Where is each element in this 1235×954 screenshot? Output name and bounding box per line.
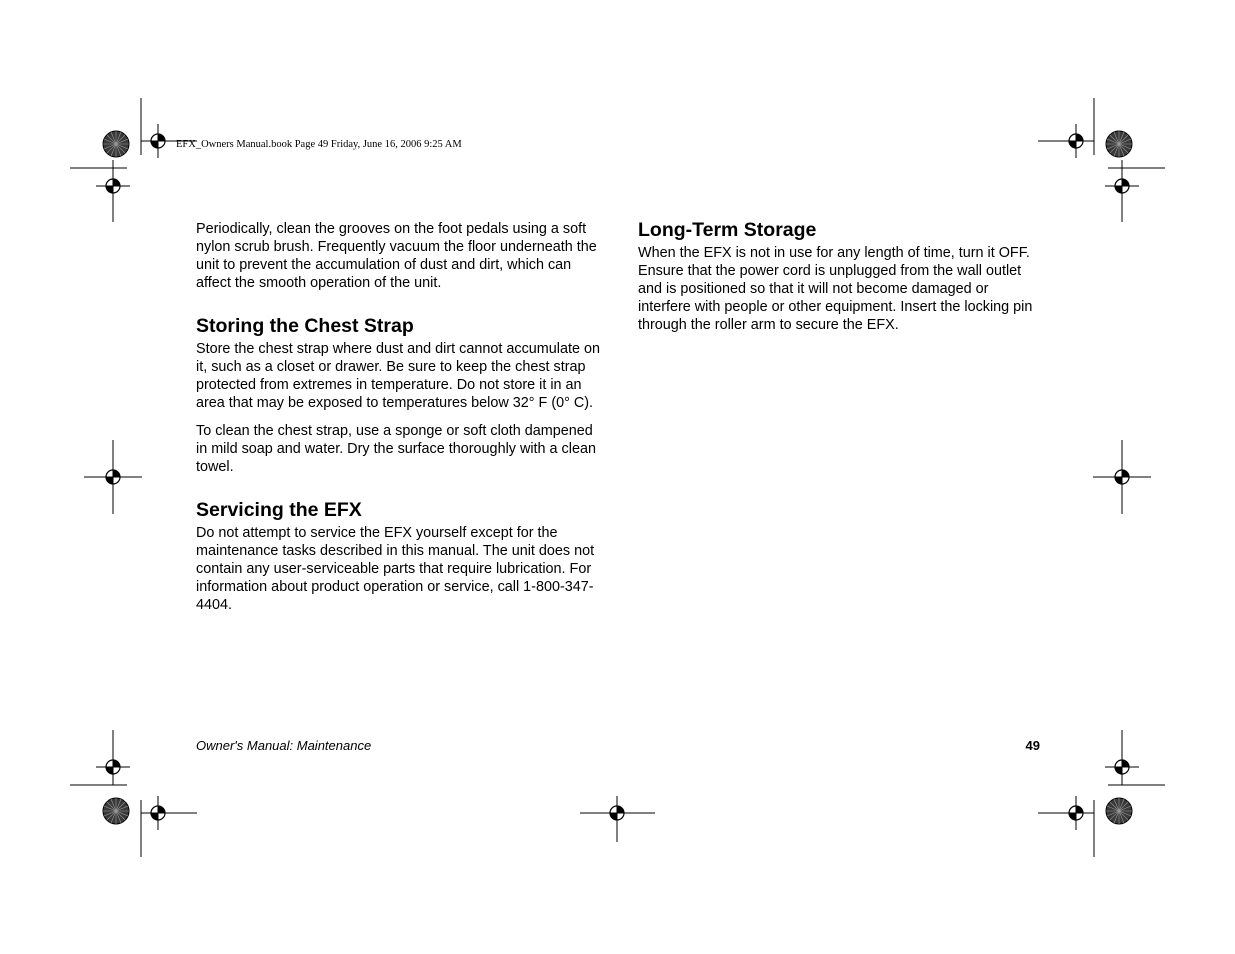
chest-strap-paragraph-1: Store the chest strap where dust and dirt cannot accumulate on it, such as a closet or drawer. Be sure to keep the chest strap protected from extremes in temperature. Do not store it in an area that may be exposed to temperatures below 32° F (0° C). (196, 341, 600, 411)
page-number: 49 (1025, 738, 1040, 753)
heading-servicing-efx: Servicing the EFX (196, 499, 362, 521)
intro-paragraph: Periodically, clean the grooves on the foot pedals using a soft nylon scrub brush. Frequently vacuum the floor underneath the unit to prevent the accumulation of dust and dirt, which can affect the smooth operation of the unit. (196, 221, 597, 291)
heading-storing-chest-strap: Storing the Chest Strap (196, 315, 414, 337)
star-target-icon (1106, 131, 1132, 157)
right-column (638, 218, 1043, 334)
storage-paragraph: When the EFX is not in use for any length of time, turn it OFF. Ensure that the power cord is unplugged from the wall outlet and is positioned so that it will not become damaged or interfere with people or other equipment. Insert the locking pin through the roller arm to secure the EFX. (638, 245, 1033, 333)
servicing-paragraph: Do not attempt to service the EFX yourself except for the maintenance tasks described in this manual. The unit does not contain any user-serviceable parts that require lubrication. For information about product operation or service, call 1-800-347-4404. (196, 525, 595, 613)
star-target-icon (103, 131, 129, 157)
star-target-icon (103, 798, 129, 824)
book-slug-line: EFX_Owners Manual.book Page 49 Friday, June 16, 2006 9:25 AM (176, 139, 462, 150)
star-target-icon (1106, 798, 1132, 824)
chest-strap-paragraph-2: To clean the chest strap, use a sponge or soft cloth dampened in mild soap and water. Dry the surface thoroughly with a clean towel. (196, 423, 596, 475)
footer-section-title: Owner's Manual: Maintenance (196, 738, 372, 753)
heading-long-term-storage: Long-Term Storage (638, 219, 817, 241)
left-column (196, 220, 601, 614)
